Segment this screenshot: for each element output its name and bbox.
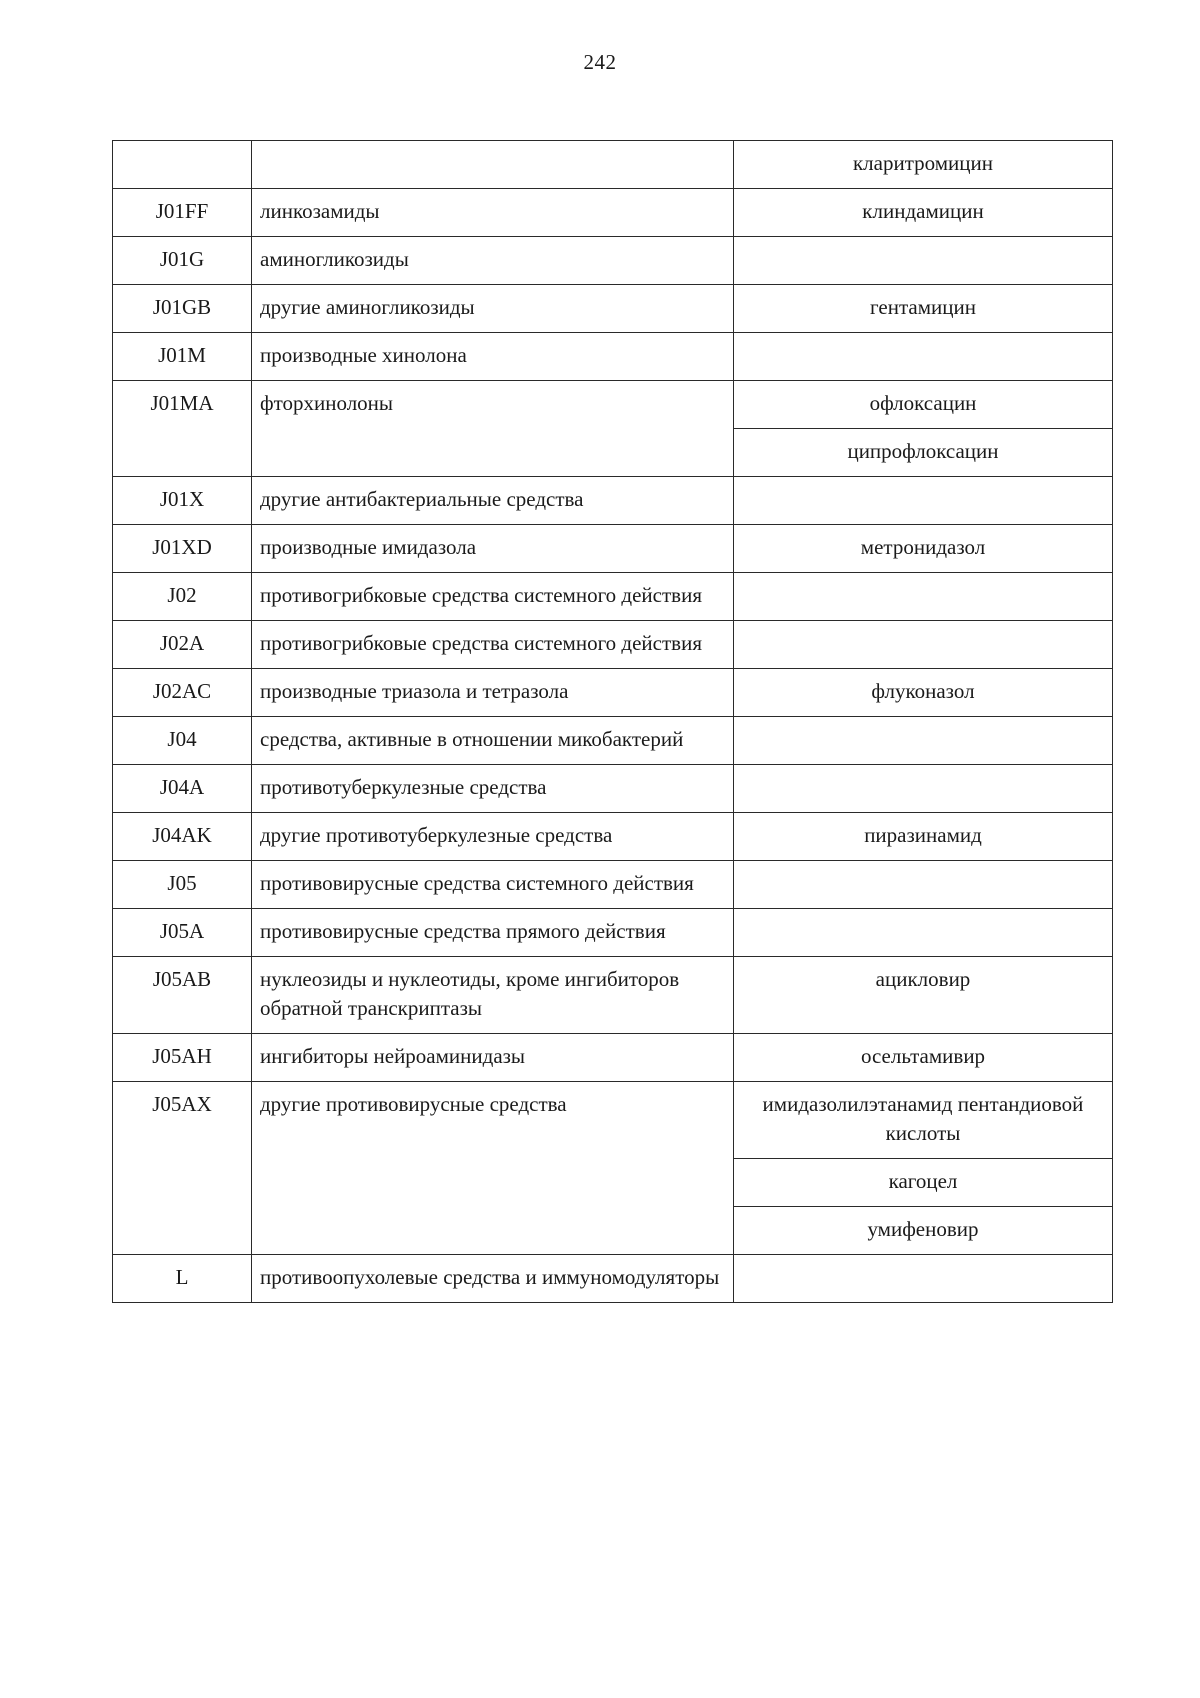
drug-name-cell bbox=[734, 1255, 1113, 1303]
drug-name-cell bbox=[734, 237, 1113, 285]
table-row bbox=[113, 909, 1113, 957]
atc-code-cell: J02 bbox=[113, 573, 252, 621]
atc-group-name-cell: противоопухолевые средства и иммуномодуляторы bbox=[252, 1255, 734, 1303]
atc-code-cell: J04A bbox=[113, 765, 252, 813]
atc-code-cell: J05AH bbox=[113, 1034, 252, 1082]
atc-code-cell: J02A bbox=[113, 621, 252, 669]
atc-group-name-cell: ингибиторы нейроаминидазы bbox=[252, 1034, 734, 1082]
atc-code-cell: J01M bbox=[113, 333, 252, 381]
table-row bbox=[113, 285, 1113, 333]
atc-code-cell: J04 bbox=[113, 717, 252, 765]
atc-group-name-cell: другие аминогликозиды bbox=[252, 285, 734, 333]
drug-name-cell: метронидазол bbox=[734, 525, 1113, 573]
atc-group-name-cell: нуклеозиды и нуклеотиды, кроме ингибиторов обратной транскриптазы bbox=[252, 957, 734, 1034]
drug-name-cell: ципрофлоксацин bbox=[734, 429, 1113, 477]
atc-group-name-cell: противовирусные средства прямого действия bbox=[252, 909, 734, 957]
drug-name-cell: офлоксацин bbox=[734, 381, 1113, 429]
drug-name-cell: умифеновир bbox=[734, 1207, 1113, 1255]
atc-code-cell: J01GB bbox=[113, 285, 252, 333]
atc-code-cell: J05AB bbox=[113, 957, 252, 1034]
atc-code-cell: J01XD bbox=[113, 525, 252, 573]
atc-group-name-cell: противотуберкулезные средства bbox=[252, 765, 734, 813]
atc-code-cell: J01X bbox=[113, 477, 252, 525]
drug-name-cell: клиндамицин bbox=[734, 189, 1113, 237]
table-row bbox=[113, 1255, 1113, 1303]
table-row bbox=[113, 861, 1113, 909]
atc-code-cell: J01FF bbox=[113, 189, 252, 237]
drug-name-cell bbox=[734, 909, 1113, 957]
atc-group-name-cell: другие антибактериальные средства bbox=[252, 477, 734, 525]
page-number: 242 bbox=[583, 50, 617, 74]
table-row bbox=[113, 957, 1113, 1034]
atc-classification-table bbox=[112, 140, 1113, 1303]
table-row bbox=[113, 381, 1113, 429]
drug-name-cell: осельтамивир bbox=[734, 1034, 1113, 1082]
atc-code-cell: J05 bbox=[113, 861, 252, 909]
drug-name-cell bbox=[734, 765, 1113, 813]
drug-name-cell: имидазолилэтанамид пентандиовой кислоты bbox=[734, 1082, 1113, 1159]
drug-name-cell bbox=[734, 861, 1113, 909]
drug-name-cell bbox=[734, 573, 1113, 621]
drug-name-cell: ацикловир bbox=[734, 957, 1113, 1034]
atc-code-cell: J05A bbox=[113, 909, 252, 957]
atc-group-name-cell: производные хинолона bbox=[252, 333, 734, 381]
table-row bbox=[113, 189, 1113, 237]
table-body bbox=[113, 141, 1113, 1303]
atc-group-name-cell: другие противотуберкулезные средства bbox=[252, 813, 734, 861]
atc-group-name-cell: аминогликозиды bbox=[252, 237, 734, 285]
table-row bbox=[113, 477, 1113, 525]
table-row bbox=[113, 813, 1113, 861]
atc-group-name-cell: производные имидазола bbox=[252, 525, 734, 573]
drug-name-cell: флуконазол bbox=[734, 669, 1113, 717]
atc-group-name-cell: производные триазола и тетразола bbox=[252, 669, 734, 717]
table-row bbox=[113, 1034, 1113, 1082]
drug-name-cell: кагоцел bbox=[734, 1159, 1113, 1207]
atc-group-name-cell: фторхинолоны bbox=[252, 381, 734, 477]
table-row bbox=[113, 525, 1113, 573]
drug-name-cell bbox=[734, 477, 1113, 525]
table-row bbox=[113, 333, 1113, 381]
table-row bbox=[113, 141, 1113, 189]
atc-code-cell bbox=[113, 141, 252, 189]
atc-code-cell: J02AC bbox=[113, 669, 252, 717]
drug-name-cell bbox=[734, 333, 1113, 381]
atc-group-name-cell: противогрибковые средства системного действия bbox=[252, 621, 734, 669]
table-row bbox=[113, 237, 1113, 285]
atc-code-cell: J01MA bbox=[113, 381, 252, 477]
atc-group-name-cell: линкозамиды bbox=[252, 189, 734, 237]
table-row bbox=[113, 1082, 1113, 1159]
table-row bbox=[113, 765, 1113, 813]
table-row bbox=[113, 669, 1113, 717]
atc-code-cell: J01G bbox=[113, 237, 252, 285]
drug-name-cell: гентамицин bbox=[734, 285, 1113, 333]
atc-group-name-cell: средства, активные в отношении микобактерий bbox=[252, 717, 734, 765]
drug-name-cell: пиразинамид bbox=[734, 813, 1113, 861]
drug-name-cell bbox=[734, 621, 1113, 669]
atc-group-name-cell: противогрибковые средства системного действия bbox=[252, 573, 734, 621]
atc-code-cell: J05AX bbox=[113, 1082, 252, 1255]
atc-code-cell: J04AK bbox=[113, 813, 252, 861]
atc-group-name-cell: противовирусные средства системного действия bbox=[252, 861, 734, 909]
atc-group-name-cell: другие противовирусные средства bbox=[252, 1082, 734, 1255]
table-row bbox=[113, 717, 1113, 765]
drug-name-cell bbox=[734, 717, 1113, 765]
drug-name-cell: кларитромицин bbox=[734, 141, 1113, 189]
table-row bbox=[113, 621, 1113, 669]
atc-code-cell: L bbox=[113, 1255, 252, 1303]
table-row bbox=[113, 573, 1113, 621]
atc-group-name-cell bbox=[252, 141, 734, 189]
